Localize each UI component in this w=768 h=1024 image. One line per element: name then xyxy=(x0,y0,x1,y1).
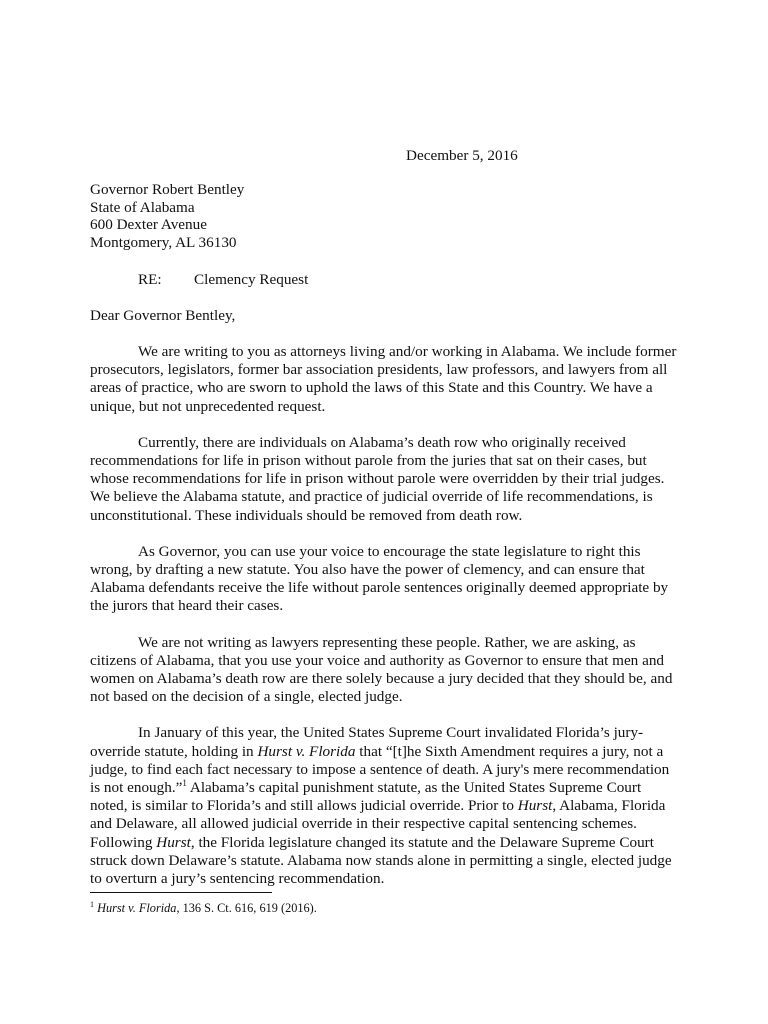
body-line: to overturn a jury’s sentencing recommendation. xyxy=(90,870,385,888)
recipient-street: 600 Dexter Avenue xyxy=(90,216,207,234)
salutation: Dear Governor Bentley, xyxy=(90,307,236,324)
body-line: As Governor, you can use your voice to encourage the state legislature to right this xyxy=(138,542,641,560)
footnote-divider xyxy=(90,892,272,893)
body-line: whose recommendations for life in prison without parole were overridden by their trial judges. xyxy=(90,470,665,488)
body-line: prosecutors, legislators, former bar association presidents, law professors, and lawyers from all xyxy=(90,361,668,379)
body-line: recommendations for life in prison without parole from the juries that sat on their cases, but xyxy=(90,452,647,470)
recipient-city: Montgomery, AL 36130 xyxy=(90,233,237,251)
paragraph-2 xyxy=(90,434,680,525)
body-line: Currently, there are individuals on Alabama’s death row who originally received xyxy=(138,433,626,451)
body-line: judge, to find each fact necessary to impose a sentence of death. A jury's mere recommendation xyxy=(90,760,670,778)
body-line: We believe the Alabama statute, and practice of judicial override of life recommendations, is xyxy=(90,488,653,506)
body-line: the jurors that heard their cases. xyxy=(90,597,284,615)
recipient-org: State of Alabama xyxy=(90,198,195,216)
footnote-ref: 1 xyxy=(182,778,187,788)
text-run: Alabama’s capital punishment statute, as the United States Supreme Court xyxy=(186,779,642,797)
text-run: , the Florida legislature changed its statute and the Delaware Supreme Court xyxy=(190,833,654,851)
subject-line xyxy=(138,271,308,289)
footnote-cite: , 136 S. Ct. 616, 619 (2016). xyxy=(176,901,317,915)
text-run: Following xyxy=(90,833,157,851)
re-label: RE: xyxy=(138,271,162,288)
case-name: Hurst v. Florida xyxy=(257,742,356,760)
text-run: is not enough.” xyxy=(90,779,183,797)
body-line: unconstitutional. These individuals should be removed from death row. xyxy=(90,506,523,524)
case-name: Hurst xyxy=(517,797,553,815)
body-line: unique, but not unprecedented request. xyxy=(90,397,326,415)
text-run: override statute, holding in xyxy=(90,742,258,760)
case-name: Hurst xyxy=(156,833,191,851)
body-line: not based on the decision of a single, elected judge. xyxy=(90,688,403,706)
body-line: struck down Delaware’s statute. Alabama now stands alone in permitting a single, elected judge xyxy=(90,851,672,869)
footnote-number: 1 xyxy=(90,899,94,909)
body-line: and Delaware, all allowed judicial override in their respective capital sentencing schemes. xyxy=(90,815,637,833)
recipient-address xyxy=(90,181,244,251)
paragraph-1 xyxy=(90,343,680,416)
body-line xyxy=(90,779,680,797)
letter-date: December 5, 2016 xyxy=(406,147,518,164)
paragraph-3 xyxy=(90,543,680,616)
paragraph-5 xyxy=(90,724,680,888)
footnote-case: Hurst v. Florida xyxy=(97,901,177,915)
body-line: We are writing to you as attorneys living and/or working in Alabama. We include former xyxy=(138,343,677,360)
re-subject: Clemency Request xyxy=(194,271,309,288)
recipient-name: Governor Robert Bentley xyxy=(90,181,245,198)
body-line xyxy=(90,797,680,815)
letter-body xyxy=(90,343,680,906)
body-line xyxy=(90,834,680,852)
body-line: areas of practice, who are sworn to uphold the laws of this State and this Country. We have a xyxy=(90,379,653,397)
body-line: women on Alabama’s death row are there solely because a jury decided that they should be, and xyxy=(90,670,673,688)
body-line: We are not writing as lawyers representing these people. Rather, we are asking, as xyxy=(138,633,636,651)
paragraph-4 xyxy=(90,634,680,707)
body-line: In January of this year, the United States Supreme Court invalidated Florida’s jury- xyxy=(138,724,644,742)
footnote xyxy=(90,901,317,915)
body-line: citizens of Alabama, that you use your voice and authority as Governor to ensure that men and xyxy=(90,651,665,669)
body-line: wrong, by drafting a new statute. You also have the power of clemency, and can ensure that xyxy=(90,561,645,579)
text-run: noted, is similar to Florida’s and still allows judicial override. Prior to xyxy=(90,797,518,815)
body-line: Alabama defendants receive the life without parole sentences originally deemed appropriate by xyxy=(90,579,669,597)
text-run: that “[t]he Sixth Amendment requires a jury, not a xyxy=(355,742,664,760)
text-run: , Alabama, Florida xyxy=(552,797,666,815)
body-line xyxy=(90,743,680,761)
